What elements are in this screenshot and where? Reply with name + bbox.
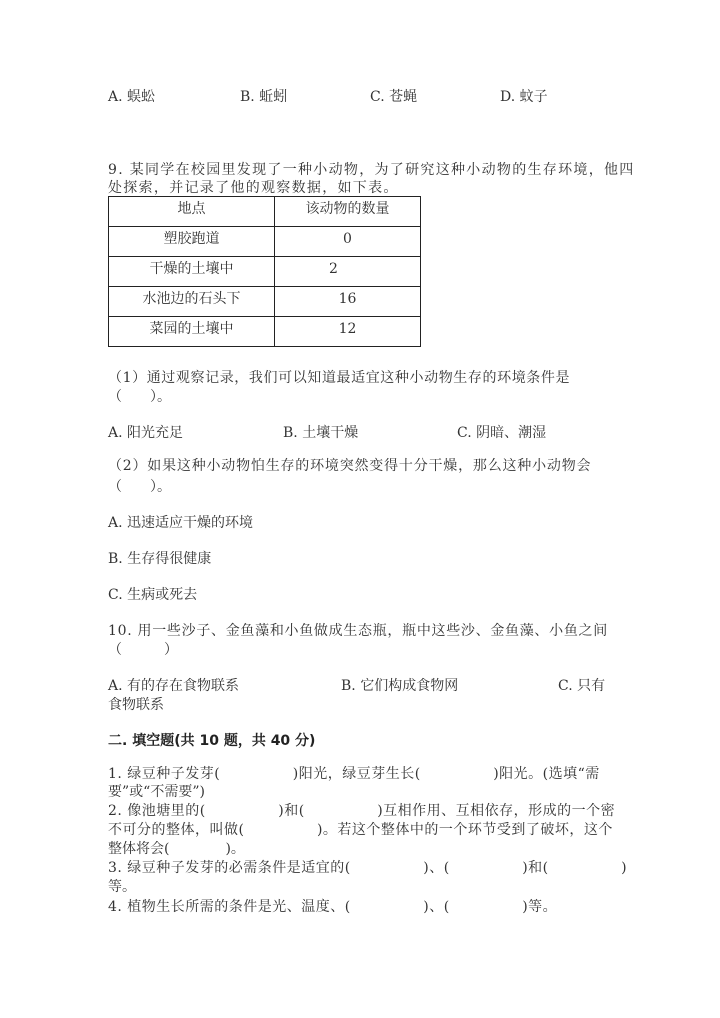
fill-line: 4. 植物生长所需的条件是光、温度、( )、( )等。: [108, 899, 558, 915]
q10-blank: （ ）: [108, 642, 178, 658]
q9-sub1-option-c[interactable]: C. 阴暗、潮湿: [457, 425, 547, 441]
q10-stem: 10. 用一些沙子、金鱼藻和小鱼做成生态瓶，瓶中这些沙、金鱼藻、小鱼之间: [108, 623, 608, 639]
q8-option-b[interactable]: B. 蚯蚓: [240, 89, 288, 105]
table-header: 地点: [109, 197, 275, 227]
q8-option-a[interactable]: A. 蜈蚣: [108, 89, 156, 105]
fill-line: 整体将会( )。: [108, 841, 245, 857]
q9-sub2-option-a[interactable]: A. 迅速适应干燥的环境: [108, 515, 254, 531]
table-header: 该动物的数量: [275, 197, 421, 227]
q9-sub2-blank: （ ）。: [108, 479, 171, 495]
observation-table: [108, 196, 421, 347]
table-row: [109, 227, 421, 257]
q9-sub2-option-c[interactable]: C. 生病或死去: [108, 587, 198, 603]
q8-option-d[interactable]: D. 蚊子: [500, 89, 548, 105]
q9-sub1-option-b[interactable]: B. 土壤干燥: [283, 425, 359, 441]
fill-line: 3. 绿豆种子发芽的必需条件是适宜的( )、( )和( ): [108, 860, 628, 876]
table-row: [109, 287, 421, 317]
q10-option-c[interactable]: C. 只有: [558, 678, 606, 694]
q9-sub1: （1）通过观察记录，我们可以知道最适宜这种小动物生存的环境条件是: [108, 370, 571, 386]
fill-line: 不可分的整体，叫做( )。若这个整体中的一个环节受到了破坏，这个: [108, 822, 613, 838]
table-cell: 干燥的土壤中: [109, 257, 275, 287]
fill-line: 等。: [108, 879, 136, 895]
q9-sub1-option-a[interactable]: A. 阳光充足: [108, 425, 184, 441]
table-row: [109, 317, 421, 347]
table-cell: 16: [275, 287, 421, 317]
fill-line: 2. 像池塘里的( )和( )互相作用、互相依存，形成的一个密: [108, 803, 616, 819]
table-cell: 水池边的石头下: [109, 287, 275, 317]
table-header-row: [109, 197, 421, 227]
q10-option-c-cont: 食物联系: [108, 697, 164, 713]
table-cell: 2: [275, 257, 421, 287]
q9-stem: 9. 某同学在校园里发现了一种小动物，为了研究这种小动物的生存环境，他四: [108, 162, 635, 178]
q9-sub2-option-b[interactable]: B. 生存得很健康: [108, 551, 212, 567]
q9-sub1-blank: （ ）。: [108, 389, 171, 405]
table-cell: 塑胶跑道: [109, 227, 275, 257]
q10-option-a[interactable]: A. 有的存在食物联系: [108, 678, 240, 694]
q9-sub2: （2）如果这种小动物怕生存的环境突然变得十分干燥，那么这种小动物会: [108, 458, 592, 474]
table-cell: 12: [275, 317, 421, 347]
q9-stem-cont: 处探索，并记录了他的观察数据，如下表。: [108, 180, 399, 196]
section-heading: 二. 填空题(共 10 题，共 40 分): [108, 733, 316, 749]
fill-line: 1. 绿豆种子发芽( )阳光，绿豆芽生长( )阳光。(选填“需: [108, 766, 600, 782]
table-row: [109, 257, 421, 287]
q8-option-c[interactable]: C. 苍蝇: [370, 89, 418, 105]
fill-line: 要”或“不需要”): [108, 784, 205, 800]
table-cell: 菜园的土壤中: [109, 317, 275, 347]
table-cell: 0: [275, 227, 421, 257]
q10-option-b[interactable]: B. 它们构成食物网: [341, 678, 459, 694]
